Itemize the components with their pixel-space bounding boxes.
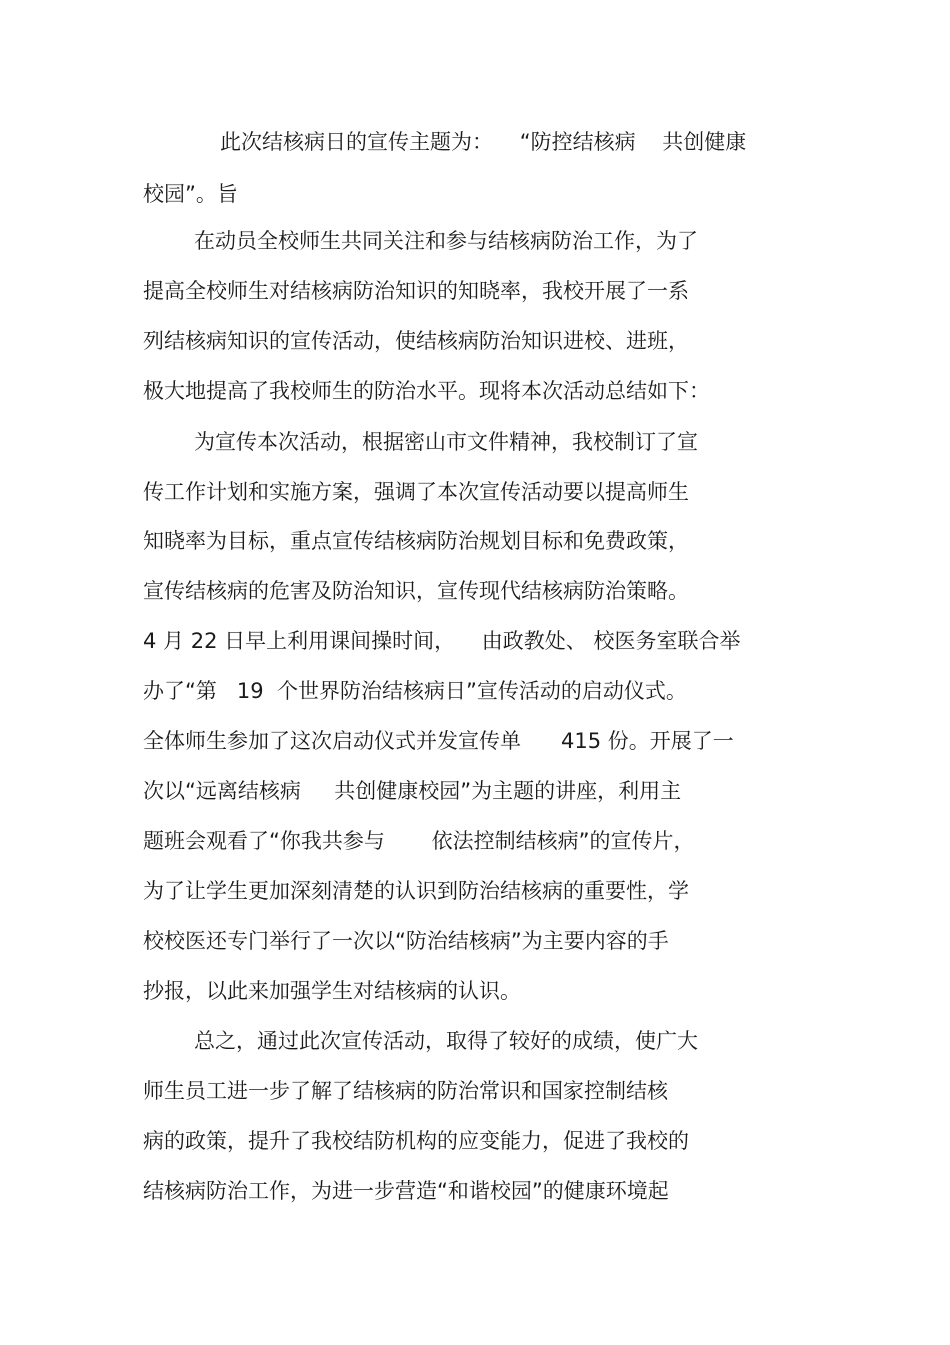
text-line-2: 校园”。旨 — [143, 182, 238, 206]
text-line-12: 办了“第 19 个世界防治结核病日”宣传活动的启动仪式。 — [143, 679, 687, 703]
text-line-5: 列结核病知识的宣传活动，使结核病防治知识进校、进班， — [143, 329, 689, 353]
text-line-3: 在动员全校师生共同关注和参与结核病防治工作，为了 — [194, 229, 698, 253]
text-line-6: 极大地提高了我校师生的防治水平。现将本次活动总结如下： — [143, 379, 710, 403]
text-line-21: 病的政策，提升了我校结防机构的应变能力，促进了我校的 — [143, 1129, 689, 1153]
text-line-7: 为宣传本次活动，根据密山市文件精神，我校制订了宣 — [194, 430, 698, 454]
text-line-10: 宣传结核病的危害及防治知识，宣传现代结核病防治策略。 — [143, 579, 689, 603]
text-line-11: 4 月 22 日早上利用课间操时间， 由政教处、 校医务室联合举 — [143, 629, 741, 653]
text-line-16: 为了让学生更加深刻清楚的认识到防治结核病的重要性，学 — [143, 879, 689, 903]
text-line-19: 总之，通过此次宣传活动，取得了较好的成绩，使广大 — [194, 1029, 698, 1053]
text-line-8: 传工作计划和实施方案，强调了本次宣传活动要以提高师生 — [143, 480, 689, 504]
text-line-15: 题班会观看了“你我共参与 依法控制结核病”的宣传片， — [143, 829, 695, 853]
text-line-4: 提高全校师生对结核病防治知识的知晓率，我校开展了一系 — [143, 279, 689, 303]
text-line-22: 结核病防治工作，为进一步营造“和谐校园”的健康环境起 — [143, 1179, 669, 1203]
text-line-18: 抄报，以此来加强学生对结核病的认识。 — [143, 979, 521, 1003]
text-line-17: 校校医还专门举行了一次以“防治结核病”为主要内容的手 — [143, 929, 669, 953]
text-line-1: 此次结核病日的宣传主题为： “防控结核病 共创健康 — [220, 130, 747, 154]
text-line-14: 次以“远离结核病 共创健康校园”为主题的讲座，利用主 — [143, 779, 682, 803]
text-line-9: 知晓率为目标，重点宣传结核病防治规划目标和免费政策， — [143, 529, 689, 553]
text-line-13: 全体师生参加了这次启动仪式并发宣传单 415 份。开展了一 — [143, 729, 734, 753]
text-line-20: 师生员工进一步了解了结核病的防治常识和国家控制结核 — [143, 1079, 668, 1103]
